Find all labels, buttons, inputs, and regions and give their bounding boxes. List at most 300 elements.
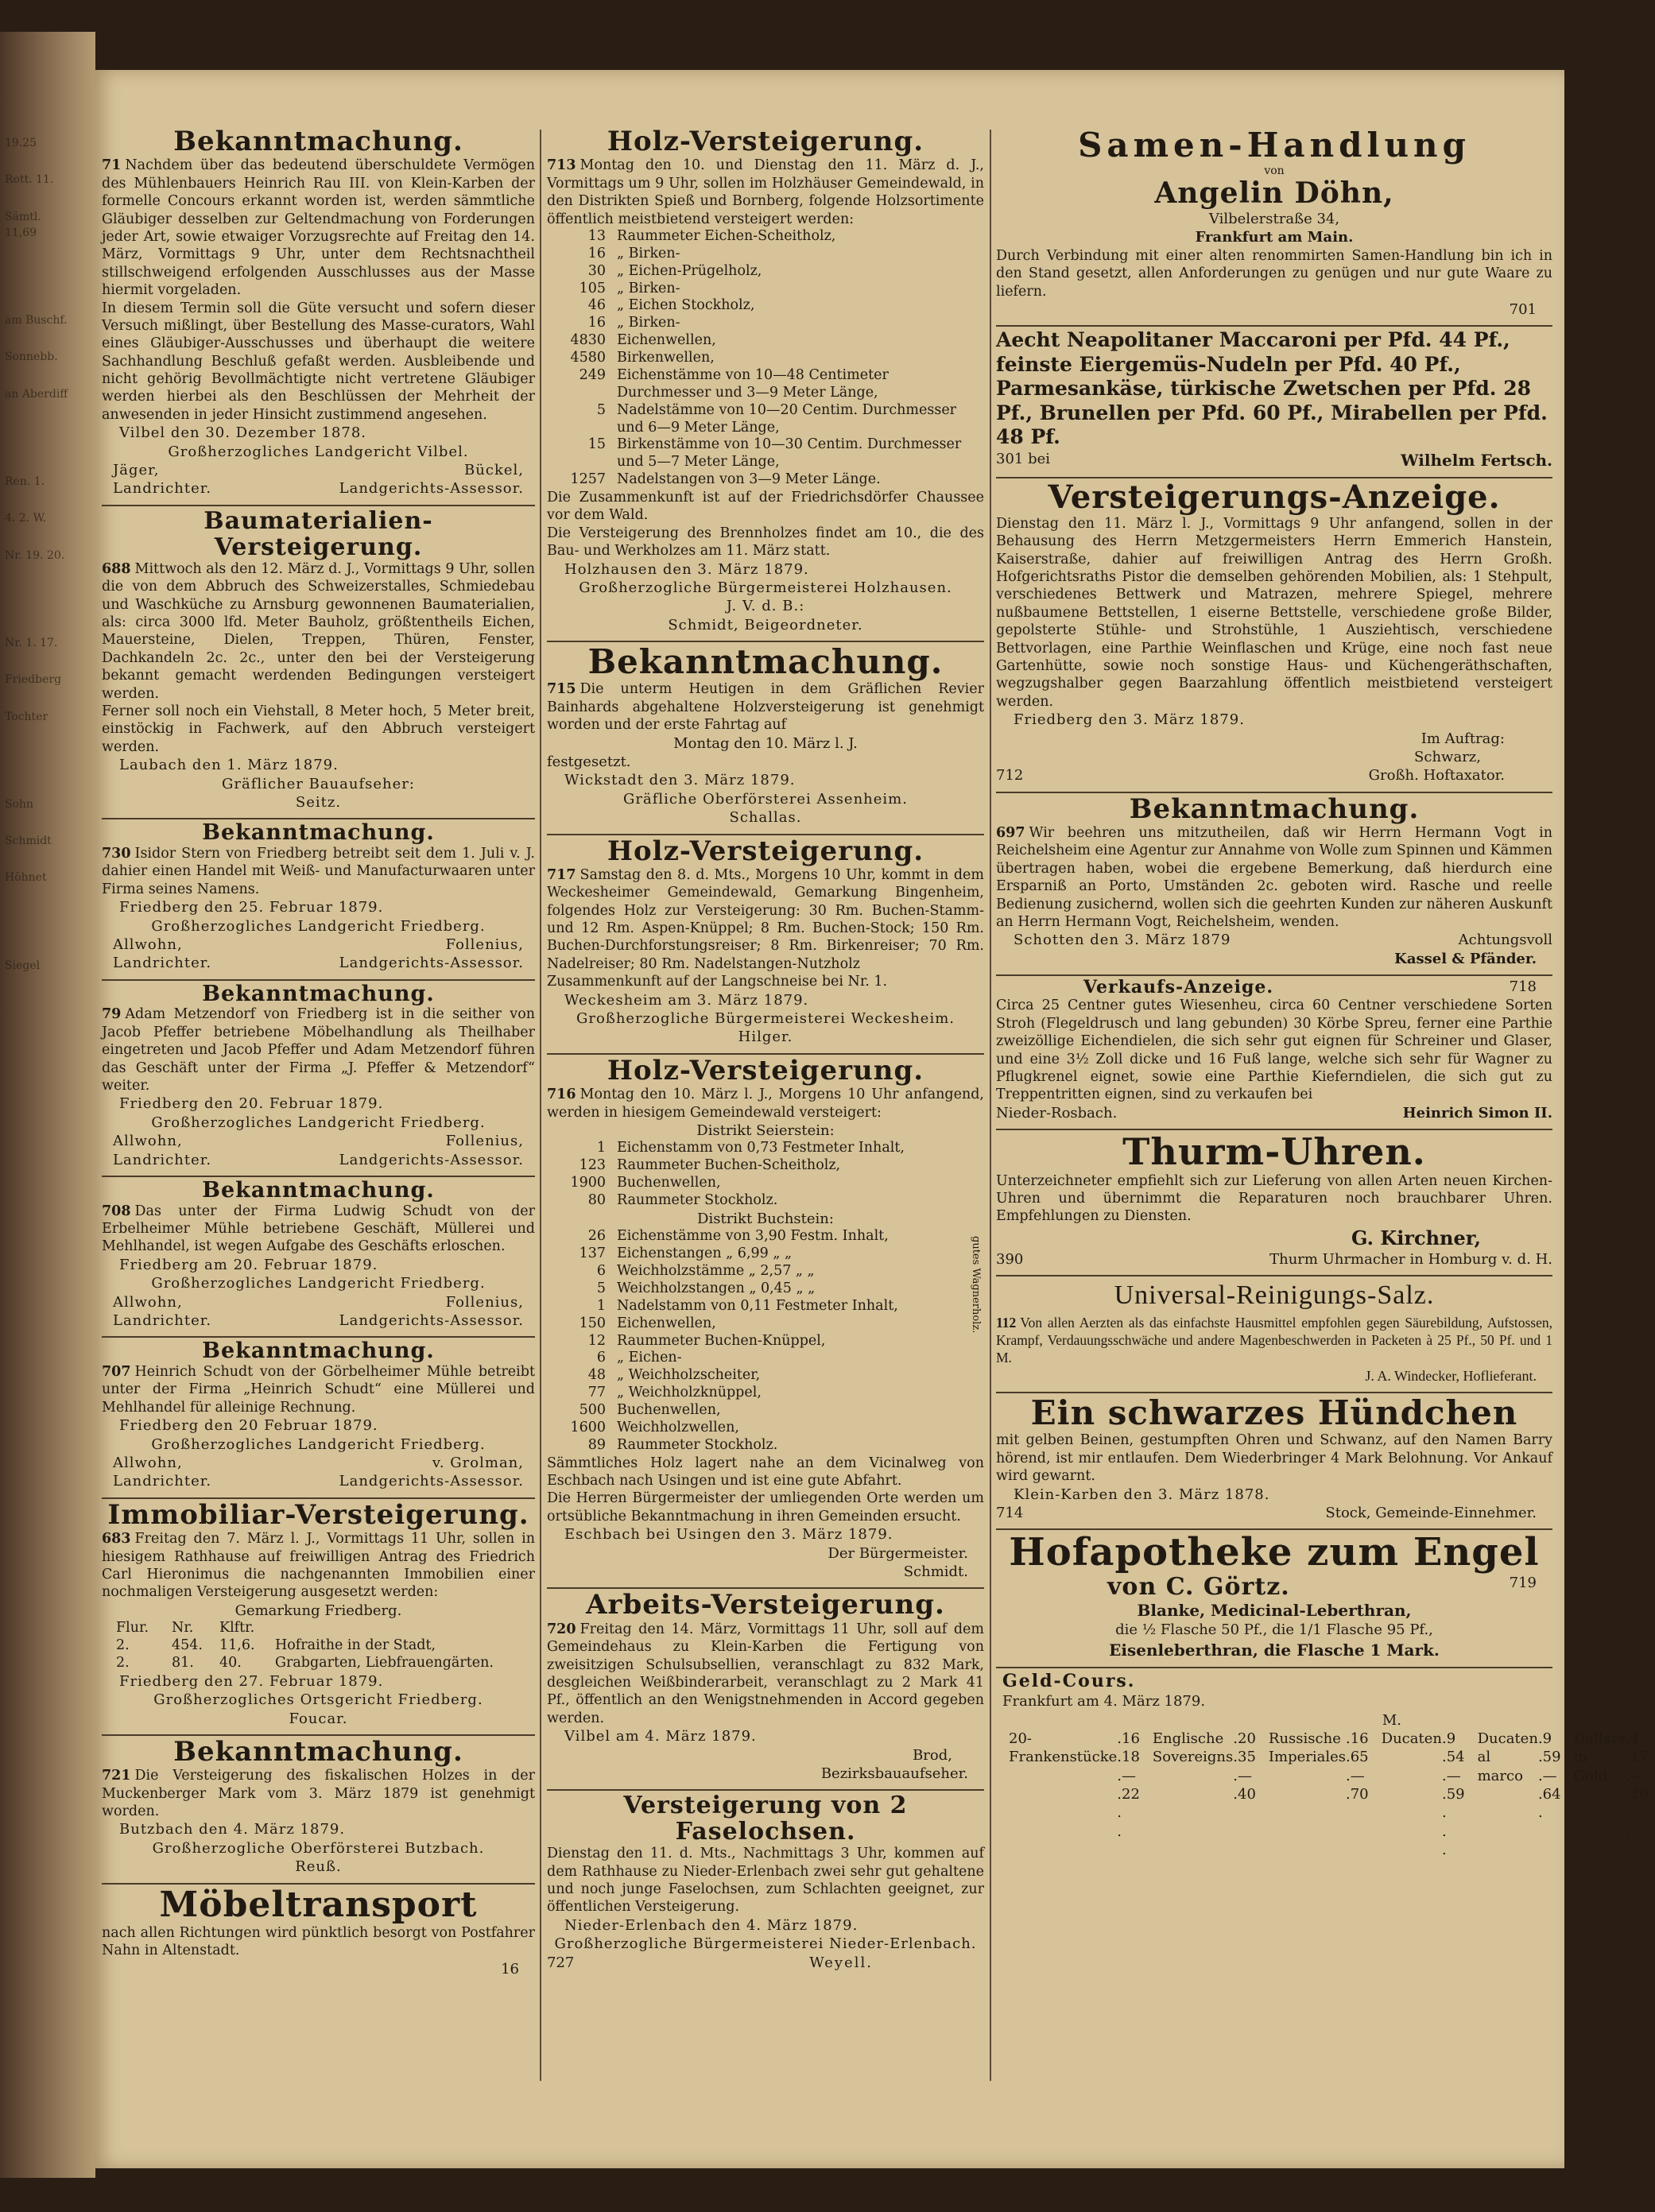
lot-quantity: 5 xyxy=(596,401,606,418)
margin-fragment: Rott. 11. xyxy=(5,173,54,187)
lot-description: „ Weichholzknüppel, xyxy=(617,1385,762,1401)
lot-description: „ Birken- xyxy=(617,280,680,296)
lot-description: Birkenwellen, xyxy=(617,350,715,366)
lot-quantity: 123 xyxy=(579,1157,606,1174)
margin-fragment: Schmidt xyxy=(5,835,52,848)
ad-place-date: Friedberg den 3. März 1879. xyxy=(1014,711,1245,729)
ad-text: Das unter der Firma Ludwig Schudt von der Erbelheimer Mühle betriebene Geschäft, Müllerei und Mehlhandel, ist wegen Aufgabe des Geschäfts erloschen. xyxy=(102,1203,535,1255)
lot-description: Raummeter Eichen-Scheitholz, xyxy=(617,227,836,244)
lot-quantity: 500 xyxy=(579,1402,606,1419)
ad-text: Von allen Aerzten als das einfachste Hausmittel empfohlen gegen Säurebildung, Aufstossen, Krampf, Verdauungsschwäche und andere Magenbeschwerden in Packeten à 25 Pf., 50 Pf. und 1 M. xyxy=(996,1314,1552,1366)
lot-description: Birkenstämme von 10—30 Centim. Durchmesser und 5—7 Meter Länge, xyxy=(617,436,962,471)
margin-fragment: 4. 2. W. xyxy=(5,512,47,525)
ad-date: Montag den 10. März l. J. xyxy=(673,734,858,752)
lot-quantity: 46 xyxy=(587,297,606,314)
lot-description: „ Eichen-Prügelholz, xyxy=(617,262,762,279)
ad-number: 16 xyxy=(501,1960,519,1978)
list-item xyxy=(547,402,984,437)
lot-description: Eichenstämme von 3,90 Festm. Inhalt, xyxy=(617,1228,889,1245)
lot-description: Weichholzstangen „ 0,45 „ „ xyxy=(617,1280,816,1296)
ad-text: Samstag den 8. d. Mts., Morgens 10 Uhr, kommt in dem Weckesheimer Gemeindewald, Gemarkung Bingenheim, folgendes Holz zur Versteigerung: 30 Rm. Buchen-Stamm- und 12 Rm. Aspen-Knüppel; 8 Rm. Buchen-Stock; 150 Rm. Buchen-Durchforstungsreiser; 8 Rm. Birkenreiser; 70 Rm. Nadelreiser; 80 Rm. Nadelstangen-Nutzholz xyxy=(547,866,984,972)
ad-office: Großherzogliche Bürgermeisterei Weckesheim. xyxy=(576,1010,955,1028)
ad-text: mit gelben Beinen, gestumpften Ohren und Schwanz, auf den Namen Barry hörend, ist mir entlaufen. Dem Wiederbringer 4 Mark Belohnung. Vor Ankauf wird gewarnt. xyxy=(996,1432,1552,1485)
ad-title: Bekanntmachung. xyxy=(202,981,435,1006)
ad-number: 721 xyxy=(102,1768,131,1784)
ad-bekanntmachung-assenheim xyxy=(547,642,984,835)
ad-text: Unterzeichneter empfiehlt sich zur Lieferung von allen Arten neuen Kirchen-Uhren und übernimmt die Reparaturen noch brauchbarer Uhren. Empfehlungen zu Diensten. xyxy=(996,1172,1552,1225)
role-a: Landrichter. xyxy=(113,955,212,972)
role-a: Landrichter. xyxy=(113,1151,212,1168)
lot-description: „ Eichen Stockholz, xyxy=(617,297,755,314)
list-item xyxy=(547,1245,984,1263)
dot-leader: . . . . xyxy=(1346,1730,1351,1803)
signature-a: Allwohn, xyxy=(113,936,183,953)
ad-subheading: Gemarkung Friedberg. xyxy=(234,1602,402,1619)
ad-title: Bekanntmachung. xyxy=(202,1338,435,1364)
ad-number: 718 xyxy=(1509,978,1537,996)
margin-fragment: Höhnet xyxy=(5,871,47,885)
ad-text: Circa 25 Centner gutes Wiesenheu, circa 60 Centner verschiedene Sorten Stroh (Flegeldrusch und lang gebunden) 30 Körbe Spreu, ferner eine Parthie zweizöllige Eichendielen, die sich sehr gut eignen für Schreiner und Glaser, und eine 3½ Zoll dicke und 16 Fuß lange, welche sich sehr für Wagner zu Pflugkrenel eignet, sowie eine Parthie Kieferndielen, die sich gut zu Treppentritten eignen, sind zu verkaufen bei xyxy=(996,998,1552,1103)
lot-quantity: 6 xyxy=(596,1263,606,1280)
column-3 xyxy=(996,126,1649,2081)
ad-office: Großherzogliche Bürgermeisterei Nieder-Erlenbach. xyxy=(554,1935,977,1953)
ad-text-2: festgesetzt. xyxy=(547,753,631,770)
ad-hofapotheke xyxy=(996,1530,1552,1668)
table-row xyxy=(1375,1730,1471,1860)
ad-court: Großherzogliches Landgericht Vilbel. xyxy=(168,443,469,460)
list-item xyxy=(547,297,984,315)
margin-fragment: Siegel xyxy=(5,959,41,972)
ad-court: Großherzogliches Landgericht Friedberg. xyxy=(151,1114,486,1131)
ad-text-3: Die Herren Bürgermeister der umliegenden Orte werden um ortsübliche Bekanntmachung in ihren Gemeinden ersucht. xyxy=(547,1490,984,1524)
ad-text-2: Sämmtliches Holz lagert nahe an dem Vicinalweg von Eschbach nach Usingen und ist eine gute Abfahrt. xyxy=(547,1455,984,1490)
lot-quantity: 30 xyxy=(587,262,606,279)
ad-number: 701 xyxy=(1509,300,1537,318)
list-item xyxy=(547,1420,984,1437)
table-row xyxy=(1471,1730,1568,1860)
ad-text: Freitag den 7. März l. J., Vormittags 11 Uhr, sollen in hiesigem Rathhause auf freiwilligen Antrag des Friedrich Carl Hieronimus die nachgenannten Immobilien einer nochmaligen Versteigerung ausgesetzt werden: xyxy=(102,1531,535,1601)
ad-merchant-name: Angelin Döhn, xyxy=(1154,176,1394,211)
signature-b: Follenius, xyxy=(445,1133,524,1150)
margin-fragment: 19.25 xyxy=(5,137,37,149)
lot-quantity: 1 xyxy=(596,1297,606,1314)
list-item xyxy=(547,1228,984,1245)
signature-b: Bückel, xyxy=(464,462,524,479)
ad-signature: Schmidt. xyxy=(903,1563,968,1580)
lot-quantity: 137 xyxy=(579,1245,606,1262)
ad-number: 719 xyxy=(1509,1575,1537,1592)
ad-office: Großherzogliche Bürgermeisterei Holzhausen. xyxy=(579,579,952,597)
lot-quantity: 1 xyxy=(596,1140,606,1156)
margin-fragment: Sonnebb. xyxy=(5,351,58,364)
ad-number: 717 xyxy=(547,866,576,883)
ad-number: 301 xyxy=(996,450,1024,467)
ad-title: Universal-Reinigungs-Salz. xyxy=(1114,1280,1435,1311)
ad-title: Möbeltransport xyxy=(159,1884,478,1925)
ad-place-date: Friedberg den 20 Februar 1879. xyxy=(119,1417,378,1435)
ad-signature: Schwarz, xyxy=(1414,748,1481,765)
column-2 xyxy=(547,126,984,2081)
lot-description: Buchenwellen, xyxy=(617,1402,721,1419)
ad-number: 71 xyxy=(102,157,122,174)
ad-place-date: Weckesheim am 3. März 1879. xyxy=(564,991,809,1009)
ad-title: Thurm-Uhren. xyxy=(1122,1130,1426,1174)
ad-place: Nieder-Rosbach. xyxy=(996,1104,1118,1121)
ad-title: Bekanntmachung. xyxy=(587,642,944,682)
lot-description: Raummeter Buchen-Knüppel, xyxy=(617,1332,826,1349)
signature-b: v. Grolman, xyxy=(432,1454,524,1471)
lot-quantity: 15 xyxy=(587,436,606,453)
margin-fragment: Tochter xyxy=(5,710,48,723)
ad-huendchen xyxy=(996,1393,1552,1530)
list-item xyxy=(547,471,984,489)
lot-quantity: 13 xyxy=(587,227,606,244)
ad-text: Die Versteigerung des fiskalischen Holzes in der Muckenberger Mark vom 3. März 1879 ist genehmigt worden. xyxy=(102,1768,535,1820)
ad-title: Versteigerung von 2 Faselochsen. xyxy=(623,1792,908,1846)
list-item xyxy=(547,1402,984,1420)
district-heading-2: Distrikt Buchstein: xyxy=(697,1210,834,1227)
role-b: Landgerichts-Assessor. xyxy=(339,1311,524,1329)
ad-title: Baumaterialien-Versteigerung. xyxy=(203,506,433,561)
lot-quantity: 77 xyxy=(587,1385,606,1401)
ad-text: Nachdem über das bedeutend überschuldete Vermögen des Mühlenbauers Heinrich Rau III. von Klein-Karben der formelle Concours erkannt worden ist, werden sämmtliche Gläubiger desselben zur Geltendmachung von Forderungen jeder Art, sowie etwaiger Vorzugsrechte auf Freitag den 14. März, Vormittags 9 Uhr, unter dem Rechtsnachtheil stillschweigend erfolgenden Ausschlusses aus der Masse hiermit vorgeladen. xyxy=(102,157,535,299)
margin-fragment: Nr. 1. 17. xyxy=(5,636,58,649)
dot-leader: . . . . . xyxy=(1537,1730,1543,1822)
ad-bekanntmachung-metzendorf xyxy=(102,981,535,1177)
currency-name: Ducaten xyxy=(1381,1730,1442,1747)
lot-description: „ Birken- xyxy=(617,245,680,261)
lot-quantity: 80 xyxy=(587,1192,606,1208)
ad-place-date: Friedberg den 25. Februar 1879. xyxy=(119,899,384,916)
ad-text-2: In diesem Termin soll die Güte versucht und sofern dieser Versuch mißlingt, über Bestellung des Masse-curators, Wahl eines Gläubiger-Ausschusses und überhaupt die weitere Sachhandlung Beschluß gefaßt werden. Ausbleibende und nicht gehörig Bevollmächtigte nicht vertretene Gläubiger werden hierbei als den Beschlüssen der Mehrheit der anwesenden in jeder Hinsicht zustimmend angesehen. xyxy=(102,300,535,423)
ad-text: Heinrich Schudt von der Görbelheimer Mühle betreibt unter der Firma „Heinrich Schudt“ eine Müllerei und Mehlhandel für alleinige Rechnung. xyxy=(102,1364,535,1416)
ad-place-date: Friedberg den 27. Februar 1879. xyxy=(119,1672,384,1690)
margin-fragment: am Buschf. xyxy=(5,314,68,327)
ad-number: 715 xyxy=(547,681,576,698)
ad-number: 697 xyxy=(996,825,1025,842)
ad-bekanntmachung-ludwig-schudt xyxy=(102,1177,535,1338)
lot-quantity: 249 xyxy=(579,366,606,383)
lot-quantity: 5 xyxy=(596,1280,606,1296)
dot-leader: . . . . . . xyxy=(1625,1730,1630,1840)
lot-quantity: 12 xyxy=(587,1332,606,1349)
table-row xyxy=(1146,1730,1262,1860)
lot-quantity: 105 xyxy=(579,280,606,296)
ad-auftrag: Im Auftrag: xyxy=(1421,730,1505,747)
rate: 9 59—64 xyxy=(1542,1730,1561,1803)
margin-fragment: an Aberdiff xyxy=(5,387,68,401)
ad-merchant-name: von C. Görtz. xyxy=(1107,1573,1290,1602)
ad-signature: Heinrich Simon II. xyxy=(1402,1104,1552,1121)
lot-description: Weichholzwellen, xyxy=(617,1419,739,1435)
lot-description: „ Weichholzscheiter, xyxy=(617,1367,761,1384)
ad-number: 730 xyxy=(102,845,131,862)
ad-maccaroni xyxy=(996,327,1552,478)
ad-number: 688 xyxy=(102,560,131,577)
ad-thurm-uhren xyxy=(996,1130,1552,1276)
ad-moebeltransport xyxy=(102,1885,535,1985)
list-item xyxy=(547,1280,984,1298)
lot-quantity: 89 xyxy=(587,1436,606,1453)
list-item xyxy=(547,281,984,298)
wood-lot-list xyxy=(547,228,984,489)
ad-signature-2: Schmidt, Beigeordneter. xyxy=(668,616,863,633)
ad-text-2: Die Zusammenkunft ist auf der Friedrichsdörfer Chaussee vor dem Wald. xyxy=(547,490,984,524)
lot-quantity: 16 xyxy=(587,315,606,331)
ad-role: Großh. Hoftaxator. xyxy=(1368,767,1505,784)
ad-title: Hofapotheke zum Engel xyxy=(1009,1530,1540,1575)
ad-place-date: Schotten den 3. März 1879 xyxy=(1014,932,1231,949)
ad-address-city: Frankfurt am Main. xyxy=(1195,229,1354,246)
ad-title: Holz-Versteigerung. xyxy=(607,835,924,867)
margin-fragment: Sohn xyxy=(5,797,34,811)
ad-title: Bekanntmachung. xyxy=(173,1735,463,1768)
parcel-row: 2. 81. 40. Grabgarten, Liebfrauengärten. xyxy=(116,1654,494,1671)
ad-line-1: Blanke, Medicinal-Leberthran, xyxy=(1137,1601,1412,1621)
list-item xyxy=(547,315,984,332)
ad-text: Adam Metzendorf von Friedberg ist in die seither von Jacob Pfeffer betriebene Möbelhandlung als Theilhaber eingetreten und Jacob Pfeffer und Adam Metzendorf führen das Geschäft unter der Firma „J. Pfeffer & Metzendorf“ weiter. xyxy=(102,1006,535,1094)
role-a: Landrichter. xyxy=(113,480,212,498)
ad-text: Mittwoch als den 12. März d. J., Vormittags 9 Uhr, sollen die von dem Abbruch des Schweizerstalles, Schmiedebau und Waschküche zu Arnsburg gewonnenen Baumaterialien, als: circa 3000 lfd. Meter Bauholz, größtentheils Eichen, Mauersteine, Dielen, Treppen, Thüren, Fenster, Dachkandeln 2c. 2c., unter den bei der Versteigerung bekannt gemacht werdenden Bedingungen versteigert werden. xyxy=(102,560,535,702)
signature-a: Allwohn, xyxy=(113,1293,183,1311)
ad-office: Der Bürgermeister. xyxy=(828,1544,968,1562)
margin-fragment: Sämtl. 11,69 xyxy=(5,210,41,239)
ad-text-2: Zusammenkunft auf der Langschneise bei Nr. 1. xyxy=(547,974,888,990)
ad-text: Isidor Stern von Friedberg betreibt seit dem 1. Juli v. J. dahier einen Handel mit Weiß- und Manufacturwaaren unter Firma seines Namens. xyxy=(102,845,535,897)
ad-role: Thurm Uhrmacher in Homburg v. d. H. xyxy=(1269,1251,1552,1269)
ad-reinigungs-salz xyxy=(996,1276,1552,1393)
geld-cours-table xyxy=(996,1730,1649,1860)
ad-place-date: Nieder-Erlenbach den 4. März 1879. xyxy=(564,1916,859,1934)
ad-title: Bekanntmachung. xyxy=(173,126,463,157)
column-rule-1 xyxy=(540,130,541,2081)
list-item xyxy=(547,263,984,281)
lot-description: Raummeter Stockholz. xyxy=(617,1436,778,1453)
ad-place-date: Wickstadt den 3. März 1879. xyxy=(564,772,796,789)
ad-place-date: Eschbach bei Usingen den 3. März 1879. xyxy=(564,1526,893,1544)
ad-number: 390 xyxy=(996,1251,1024,1269)
signature-b: Follenius, xyxy=(445,1293,524,1311)
ad-signature: Kassel & Pfänder. xyxy=(1394,950,1537,967)
ad-immobiliar xyxy=(102,1499,535,1736)
ad-signature: Stock, Gemeinde-Einnehmer. xyxy=(1325,1504,1537,1521)
ad-signature: Reuß. xyxy=(295,1858,342,1876)
list-item xyxy=(547,1437,984,1455)
ad-signature: J. V. d. B.: xyxy=(726,598,805,615)
role-b: Landgerichts-Assessor. xyxy=(339,1151,524,1168)
list-item xyxy=(547,246,984,263)
dot-leader: . . . . xyxy=(1233,1730,1238,1803)
ad-text: Dienstag den 11. März l. J., Vormittags 9 Uhr anfangend, sollen in der Behausung des Herrn Metzgermeisters Herrn Emmerich Hanstein, Kaiserstraße, dahier auf freiwilligen Antrag des Herrn Großh. Hofgerichtsraths Pistor die demselben gehörenden Mobilien, als: 1 Stehpult, verschiedenes Bettwerk und Matrazen, mehrere Spiegel, mehrere nußbaumene Bettstellen, 1 eiserne Bettstelle, verschiedene große Bilder, gepolsterte Stühle- und Strohstühle, 1 Ausziehtisch, verschiedene Bettvorlagen, eine Parthie Weinflaschen und Krüge, eine noch fast neue Gartenhütte, sowie noch sonstige Haus- und Küchengeräthschaften, wegzugshalber gegen Baarzahlung öffentlich meistbietend versteigert werden. xyxy=(996,515,1552,710)
margin-fragments xyxy=(5,135,76,994)
table-row xyxy=(1002,1730,1146,1860)
lot-quantity: 26 xyxy=(587,1228,606,1245)
ad-number: 716 xyxy=(547,1087,576,1103)
ad-signature: Seitz. xyxy=(295,793,342,811)
ad-place-date: Vilbel den 30. Dezember 1878. xyxy=(119,424,367,442)
ad-von: von xyxy=(1264,165,1285,178)
ad-number: 714 xyxy=(996,1504,1024,1521)
table-row xyxy=(1568,1730,1655,1860)
ad-court: Großherzogliches Landgericht Friedberg. xyxy=(151,1275,486,1292)
ad-place-date: Vilbel am 4. März 1879. xyxy=(564,1728,757,1745)
left-page-edge xyxy=(0,32,95,2178)
ad-verkaufs-anzeige xyxy=(996,976,1552,1130)
lot-description: Buchenwellen, xyxy=(617,1175,721,1191)
ad-holz-eschbach xyxy=(547,1055,984,1590)
ad-place-date: Holzhausen den 3. März 1879. xyxy=(564,560,809,578)
ad-signature: Foucar. xyxy=(289,1710,348,1727)
lot-description: Raummeter Stockholz. xyxy=(617,1192,778,1208)
ad-place-date: Klein-Karben den 3. März 1878. xyxy=(1014,1486,1270,1503)
lot-description: Eichenstamm von 0,73 Festmeter Inhalt, xyxy=(617,1140,905,1156)
ad-title: Bekanntmachung. xyxy=(202,1177,435,1203)
ad-signature: Weyell. xyxy=(809,1954,873,1971)
geld-cours-unit: M. xyxy=(1382,1711,1401,1729)
list-item xyxy=(547,1175,984,1192)
ad-title: Ein schwarzes Hündchen xyxy=(1030,1393,1518,1433)
list-item xyxy=(547,367,984,402)
margin-fragment: Nr. 19. 20. xyxy=(5,548,65,562)
rate: 4 17—20 xyxy=(1630,1730,1649,1803)
ad-title: Holz-Versteigerung. xyxy=(607,1054,924,1087)
lot-quantity: 4580 xyxy=(570,350,606,366)
currency-name: Ducaten al marco xyxy=(1477,1730,1538,1784)
lot-description: „ Birken- xyxy=(617,315,680,331)
ad-number: 683 xyxy=(102,1531,131,1548)
ad-office: Großherzogliche Oberförsterei Butzbach. xyxy=(152,1839,485,1857)
lot-quantity: 1257 xyxy=(570,471,606,488)
ad-court: Großherzogliches Landgericht Friedberg. xyxy=(151,917,486,935)
ad-number: 720 xyxy=(547,1621,576,1637)
ad-court: Großherzogliches Landgericht Friedberg. xyxy=(151,1435,486,1453)
ad-number: 713 xyxy=(547,157,576,174)
signature-a: Allwohn, xyxy=(113,1454,183,1471)
list-item xyxy=(547,228,984,246)
ad-text: Dienstag den 11. d. Mts., Nachmittags 3 Uhr, kommen auf dem Rathhause zu Nieder-Erlenbach zwei sehr gut gehaltene und noch junge Faselochsen, zum Schlachten geeignet, zur öffentlichen Versteigerung. xyxy=(547,1846,984,1916)
list-item xyxy=(547,1192,984,1210)
lot-quantity: 48 xyxy=(587,1367,606,1384)
margin-fragment: Friedberg xyxy=(5,673,62,687)
ad-title: Arbeits-Versteigerung. xyxy=(586,1589,945,1621)
ad-closing: Achtungsvoll xyxy=(1458,932,1552,949)
geld-cours-date: Frankfurt am 4. März 1879. xyxy=(1002,1693,1206,1710)
ad-number: 79 xyxy=(102,1006,122,1023)
list-item xyxy=(547,1367,984,1385)
ad-office: Bezirksbauaufseher. xyxy=(820,1765,968,1782)
ad-place-date: Butzbach den 4. März 1879. xyxy=(119,1821,346,1838)
ad-title: Holz-Versteigerung. xyxy=(607,126,924,157)
role-b: Landgerichts-Assessor. xyxy=(339,480,524,498)
ad-faselochsen xyxy=(547,1791,984,1978)
role-b: Landgerichts-Assessor. xyxy=(339,1473,524,1490)
side-note-wagnerholz: gutes Wagnerholz. xyxy=(970,1236,982,1334)
parcel-table xyxy=(102,1620,535,1672)
ad-line-2: die ½ Flasche 50 Pf., die 1/1 Flasche 95 Pf., xyxy=(1115,1621,1433,1639)
column-1 xyxy=(102,126,535,2081)
lot-description: Eichenwellen, xyxy=(617,1315,716,1331)
list-item xyxy=(547,1385,984,1402)
lot-quantity: 6 xyxy=(596,1350,606,1366)
ad-holz-holzhausen xyxy=(547,126,984,642)
currency-name: Englische Sovereigns xyxy=(1152,1730,1234,1766)
ad-merchant-name: Wilhelm Fertsch. xyxy=(1401,450,1552,470)
role-b: Landgerichts-Assessor. xyxy=(339,955,524,972)
role-a: Landrichter. xyxy=(113,1311,212,1329)
ad-number: 708 xyxy=(102,1203,131,1219)
lot-description: Eichenwellen, xyxy=(617,332,716,349)
ad-merchant-name: G. Kirchner, xyxy=(1351,1226,1481,1249)
wood-lot-list xyxy=(547,1228,984,1454)
signature-a: Jäger, xyxy=(113,462,160,479)
column-rule-2 xyxy=(990,130,991,2081)
rate: 9 54—59 xyxy=(1446,1730,1465,1803)
ad-number: 727 xyxy=(547,1954,575,1971)
currency-name: Russische Imperiales xyxy=(1268,1730,1346,1766)
ad-number: 112 xyxy=(996,1314,1017,1331)
list-item xyxy=(547,1350,984,1367)
parcel-row: 2. 454. 11,6. Hofraithe in der Stadt, xyxy=(116,1637,436,1653)
lot-description: Eichenstangen „ 6,99 „ „ xyxy=(617,1245,793,1262)
ad-title: Versteigerungs-Anzeige. xyxy=(1048,478,1501,516)
lot-quantity: 1900 xyxy=(570,1175,606,1191)
ad-title: Bekanntmachung. xyxy=(202,820,435,846)
margin-fragment: Ren. 1. xyxy=(5,475,45,489)
signature-b: Follenius, xyxy=(445,936,524,953)
list-item xyxy=(547,350,984,367)
lot-quantity: 16 xyxy=(587,245,606,261)
dot-leader: . . . . . . xyxy=(1117,1730,1122,1840)
ad-office: Gräflicher Bauaufseher: xyxy=(222,775,415,792)
ad-bekanntmachung-kassel xyxy=(996,793,1552,977)
parcel-header: Flur. Nr. Klftr. xyxy=(116,1620,255,1637)
list-item xyxy=(547,1263,984,1280)
lot-quantity: 1600 xyxy=(570,1419,606,1435)
geld-cours xyxy=(996,1668,1649,1866)
lot-description: Raummeter Buchen-Scheitholz, xyxy=(617,1157,841,1174)
list-item xyxy=(547,1298,984,1315)
ad-title: Samen-Handlung xyxy=(1078,126,1471,165)
list-item xyxy=(547,1333,984,1350)
ad-text-2: Ferner soll noch ein Viehstall, 8 Meter hoch, 5 Meter breit, einstöckig in Fachwerk, auf den Abbruch versteigert werden. xyxy=(102,703,535,755)
wood-lot-list xyxy=(547,1140,984,1210)
ad-signature: J. A. Windecker, Hoflieferant. xyxy=(1365,1367,1537,1384)
ad-bei: bei xyxy=(1028,450,1051,467)
ad-samen-handlung xyxy=(996,126,1552,327)
ad-text: Aecht Neapolitaner Maccaroni per Pfd. 44 Pf., feinste Eiergemüs-Nudeln per Pfd. 40 Pf., Parmesankäse, türkische Zwetschen per Pfd. 28 Pf., Brunellen per Pfd. 60 Pf., Mirabellen per Pfd. 48 Pf. xyxy=(996,328,1548,449)
ad-title: Bekanntmachung. xyxy=(1129,792,1420,825)
ad-versteigerungs-anzeige xyxy=(996,478,1552,793)
ad-signature: Brod, xyxy=(913,1746,952,1764)
ad-arbeits-versteigerung xyxy=(547,1589,984,1791)
list-item xyxy=(547,1315,984,1333)
ad-holz-weckesheim xyxy=(547,835,984,1055)
lot-description: Nadelstangen von 3—9 Meter Länge. xyxy=(617,471,881,488)
ad-title: Verkaufs-Anzeige. xyxy=(1083,977,1274,998)
list-item xyxy=(547,1157,984,1175)
currency-name: 20-Frankenstücke xyxy=(1009,1730,1118,1766)
ad-signature: Hilger. xyxy=(738,1029,793,1046)
ad-place-date: Friedberg am 20. Februar 1879. xyxy=(119,1256,378,1273)
dot-leader: . . . . . . . xyxy=(1441,1730,1447,1859)
ad-title: Immobiliar-Versteigerung. xyxy=(107,1498,529,1531)
lot-description: Nadelstamm von 0,11 Festmeter Inhalt, xyxy=(617,1297,898,1314)
signature-a: Allwohn, xyxy=(113,1133,183,1150)
ad-address-street: Vilbelerstraße 34, xyxy=(1208,210,1340,227)
ad-bekanntmachung-stern xyxy=(102,819,535,980)
geld-cours-title: Geld-Cours. xyxy=(1002,1670,1136,1691)
ad-court: Großherzogliches Ortsgericht Friedberg. xyxy=(153,1691,483,1709)
